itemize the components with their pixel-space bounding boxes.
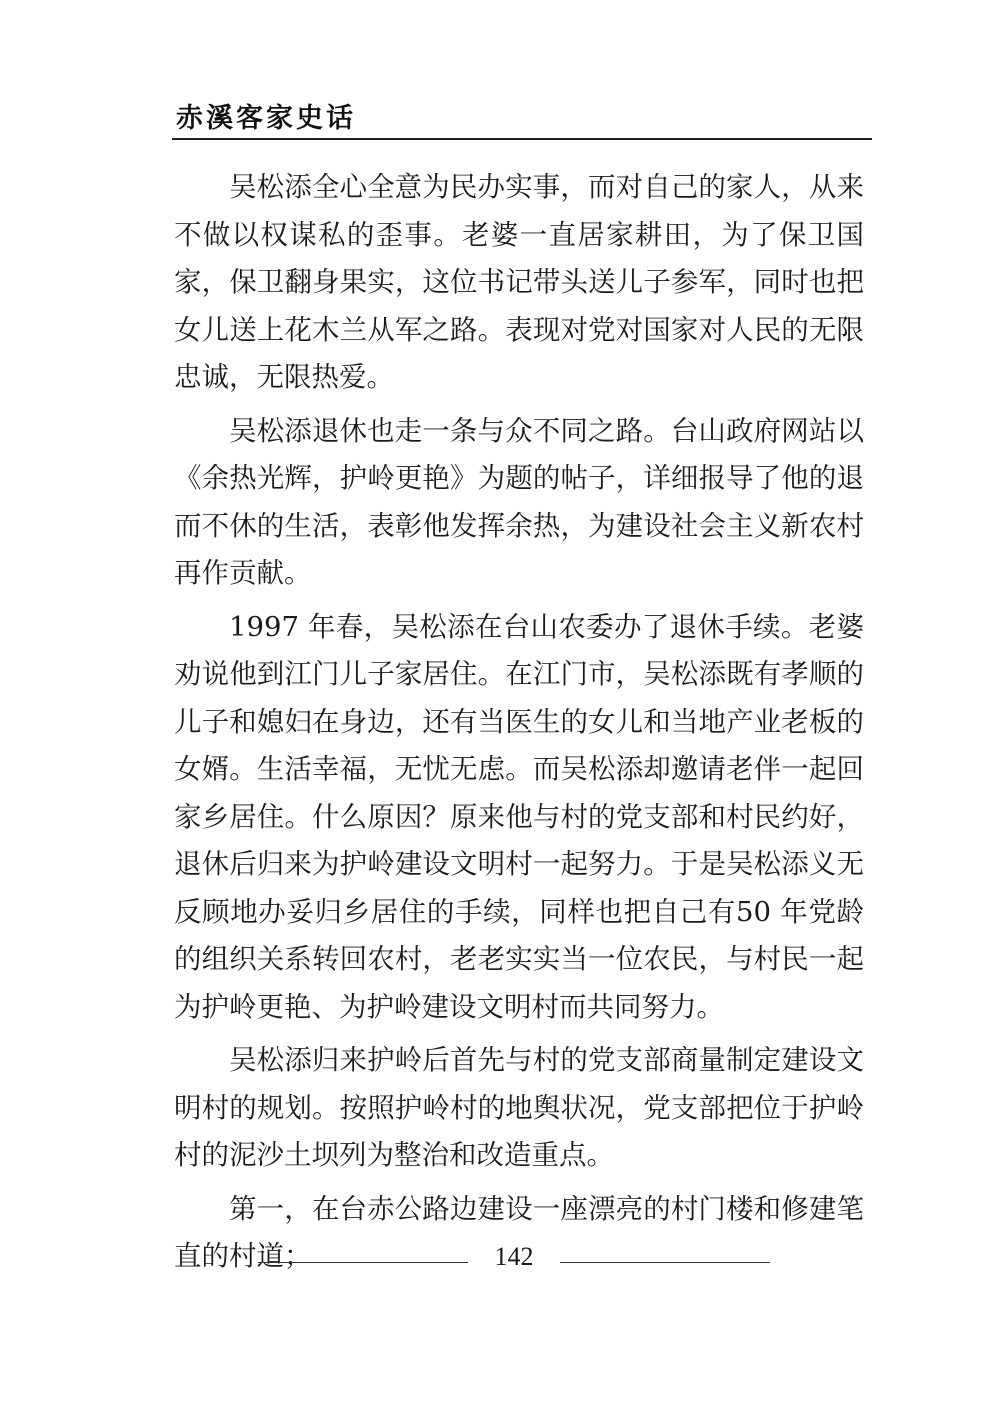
footer-divider-right <box>560 1262 770 1263</box>
paragraph: 吴松添退休也走一条与众不同之路。台山政府网站以《余热光辉，护岭更艳》为题的帖子，详细报导了他的退而不休的生活，表彰他发挥余热，为建设社会主义新农村再作贡献。 <box>174 414 864 589</box>
book-title: 赤溪客家史话 <box>176 103 356 134</box>
paragraph: 吴松添全心全意为民办实事，而对自己的家人，从来不做以权谋私的歪事。老婆一直居家耕田，为了保卫国家，保卫翻身果实，这位书记带头送儿子参军，同时也把女儿送上花木兰从军之路。表现对党对国家对人民的无限忠诚，无限热爱。 <box>174 171 864 393</box>
body-text <box>174 164 864 1287</box>
header-divider <box>172 138 872 140</box>
paragraph: 1997 年春，吴松添在台山农委办了退休手续。老婆劝说他到江门儿子家居住。在江门市，吴松添既有孝顺的儿子和媳妇在身边，还有当医生的女儿和当地产业老板的女婿。生活幸福，无忧无虑。而吴松添却邀请老伴一起回家乡居住。什么原因？原来他与村的党支部和村民约好，退休后归来为护岭建设文明村一起努力。于是吴松添义无反顾地办妥归乡居住的手续，同样也把自己有50 年党龄的组织关系转回农村，老老实实当一位农民，与村民一起为护岭更艳、为护岭建设文明村而共同努力。 <box>174 610 864 1023</box>
page-footer <box>258 1240 770 1280</box>
page-number: 142 <box>494 1242 534 1271</box>
paragraph: 吴松添归来护岭后首先与村的党支部商量制定建设文明村的规划。按照护岭村的地舆状况，党支部把位于护岭村的泥沙土坝列为整治和改造重点。 <box>174 1044 864 1171</box>
paragraph: 第一，在台赤公路边建设一座漂亮的村门楼和修建笔直的村道； <box>174 1192 864 1272</box>
